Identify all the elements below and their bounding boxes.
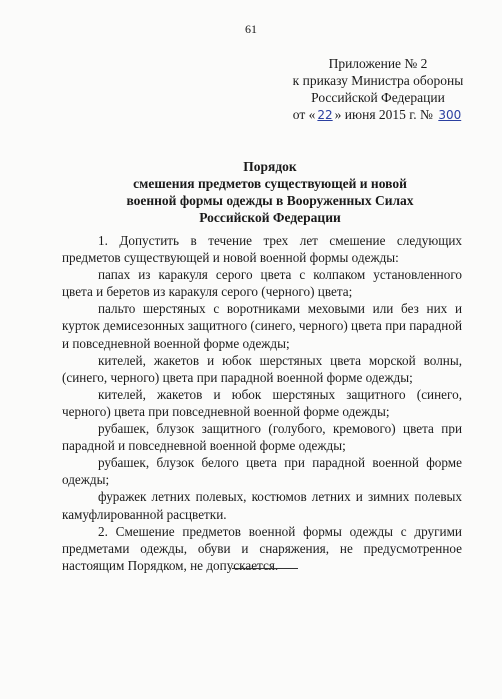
- appendix-line-1: Приложение № 2: [328, 56, 428, 71]
- list-item-coats: пальто шерстяных с воротниками меховыми или без них и курток демисезонных защитного (синего, черного) цвета при парадной и повседневной военной форме одежды;: [62, 301, 462, 351]
- page-number: 61: [245, 22, 257, 36]
- list-item-shirts-khaki: рубашек, блузок защитного (голубого, кремового) цвета при парадной и повседневной военной форме одежды;: [62, 421, 462, 454]
- title-line-2: смешения предметов существующей и новой: [133, 176, 407, 191]
- paragraph-2: 2. Смешение предметов военной формы одежды с другими предметами одежды, обуви и снаряжения, не предусмотренное настоящим Порядком, не допускается.: [62, 523, 462, 573]
- title-line-1: Порядок: [243, 159, 297, 174]
- list-item-papakhas: папах из каракуля серого цвета с колпаком установленного цвета и беретов из каракуля серого (черного) цвета;: [62, 267, 462, 300]
- paragraph-1: 1. Допустить в течение трех лет смешение следующих предметов существующей и новой военной формы одежды:: [62, 233, 462, 266]
- title-line-3: военной формы одежды в Вооруженных Силах: [126, 193, 414, 208]
- handwritten-day: 22: [317, 108, 333, 122]
- list-item-shirts-white: рубашек, блузок белого цвета при парадной военной форме одежды;: [62, 455, 462, 488]
- appendix-line-3: Российской Федерации: [311, 90, 445, 105]
- list-item-field-caps: фуражек летних полевых, костюмов летних и зимних полевых камуфлированной расцветки.: [62, 489, 462, 522]
- title-line-4: Российской Федерации: [199, 210, 341, 225]
- date-middle: » июня 2015 г. №: [334, 107, 433, 122]
- handwritten-order-number: 300: [438, 108, 462, 122]
- appendix-line-2: к приказу Министра обороны: [292, 73, 464, 88]
- closing-divider: [232, 568, 298, 569]
- list-item-jackets-khaki: кителей, жакетов и юбок шерстяных защитного (синего, черного) цвета при повседневной военной форме одежды;: [62, 386, 462, 419]
- list-item-jackets-navy: кителей, жакетов и юбок шерстяных цвета морской волны, (синего, черного) цвета при парадной военной форме одежды;: [62, 352, 462, 385]
- document-body: [62, 232, 462, 574]
- date-prefix: от «: [292, 107, 316, 122]
- appendix-header: [268, 55, 488, 124]
- document-title: [90, 158, 450, 226]
- appendix-date-line: [268, 106, 488, 124]
